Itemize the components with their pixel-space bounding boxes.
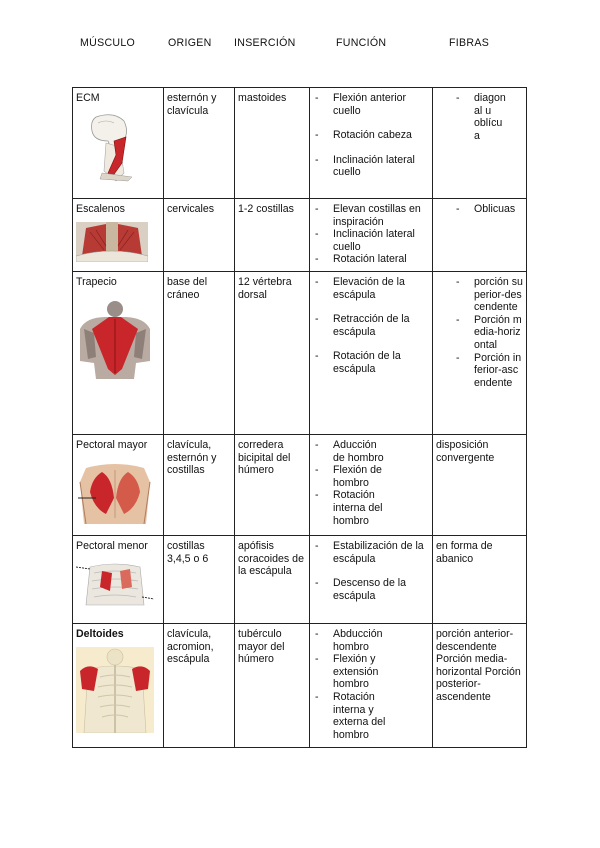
list-item: - Porción inferior-ascendente	[436, 352, 523, 390]
function-cell	[310, 88, 433, 199]
list-item: - Rotación de la escápula	[313, 350, 429, 375]
muscle-table	[72, 87, 527, 748]
table-row	[73, 624, 527, 748]
function-cell	[310, 536, 433, 624]
header-origen: ORIGEN	[168, 37, 212, 49]
function-cell	[310, 199, 433, 272]
header-musculo: MÚSCULO	[80, 37, 136, 49]
list-item: - Porción media-horizontal	[436, 314, 523, 352]
fibers-cell	[433, 88, 527, 199]
table-row	[73, 88, 527, 199]
list-item: - Flexión anterior cuello	[313, 92, 429, 117]
insertion-cell: apófisis coracoides de la escápula	[235, 536, 310, 624]
origin-cell: clavícula, esternón y costillas	[164, 435, 235, 536]
list-item: - Elevan costillas en inspiración	[313, 203, 429, 228]
muscle-cell	[73, 272, 164, 435]
list-item: - Rotación interna y externa del hombro	[313, 691, 389, 741]
fibers-cell	[433, 199, 527, 272]
list-item: - Flexión de hombro	[313, 464, 385, 489]
origin-cell: costillas 3,4,5 o 6	[164, 536, 235, 624]
muscle-cell	[73, 536, 164, 624]
insertion-cell: tubérculo mayor del húmero	[235, 624, 310, 748]
list-item: - Abducción hombro	[313, 628, 389, 653]
function-cell	[310, 272, 433, 435]
list-item: - porción superior-descendente	[436, 276, 523, 314]
muscle-name: Pectoral mayor	[76, 439, 148, 451]
insertion-cell: corredera bicipital del húmero	[235, 435, 310, 536]
scalenes-illustration-icon	[76, 222, 148, 262]
origin-cell: esternón y clavícula	[164, 88, 235, 199]
list-item: - Flexión y extensión hombro	[313, 653, 389, 691]
neck-ecm-illustration-icon	[76, 111, 146, 187]
insertion-cell: mastoides	[235, 88, 310, 199]
insertion-cell: 12 vértebra dorsal	[235, 272, 310, 435]
deltoid-back-illustration-icon	[76, 647, 154, 733]
table-row	[73, 435, 527, 536]
muscle-name: Pectoral menor	[76, 540, 148, 552]
muscle-cell	[73, 199, 164, 272]
insertion-cell: 1-2 costillas	[235, 199, 310, 272]
pectoralis-major-illustration-icon	[76, 458, 154, 524]
table-row	[73, 272, 527, 435]
list-item: - Rotación cabeza	[313, 129, 429, 142]
list-item: - Elevación de la escápula	[313, 276, 429, 301]
list-item: - diagonal u oblícua	[436, 92, 508, 142]
muscle-name: ECM	[76, 92, 100, 104]
list-item: - Inclinación lateral cuello	[313, 154, 429, 179]
muscle-name: Deltoides	[76, 628, 124, 640]
table-row	[73, 536, 527, 624]
list-item: - Descenso de la escápula	[313, 577, 429, 602]
list-item: - Inclinación lateral cuello	[313, 228, 429, 253]
trapezius-back-illustration-icon	[76, 299, 154, 379]
muscle-cell	[73, 88, 164, 199]
fibers-cell: porción anterior-descendente Porción media-horizontal Porción posterior-ascendente	[433, 624, 527, 748]
origin-cell: base del cráneo	[164, 272, 235, 435]
header-funcion: FUNCIÓN	[336, 37, 387, 49]
list-item: - Rotación lateral	[313, 253, 429, 266]
table-row	[73, 199, 527, 272]
fibers-cell	[433, 272, 527, 435]
list-item: - Retracción de la escápula	[313, 313, 429, 338]
list-item: - Aducción de hombro	[313, 439, 385, 464]
muscle-name: Trapecio	[76, 276, 117, 288]
function-cell	[310, 624, 433, 748]
list-item: - Rotación interna del hombro	[313, 489, 385, 527]
header-insercion: INSERCIÓN	[234, 37, 296, 49]
origin-cell: cervicales	[164, 199, 235, 272]
muscle-cell	[73, 435, 164, 536]
fibers-cell: en forma de abanico	[433, 536, 527, 624]
pectoralis-minor-illustration-icon	[76, 559, 154, 609]
list-item: - Oblicuas	[436, 203, 523, 216]
fibers-cell: disposición convergente	[433, 435, 527, 536]
muscle-cell	[73, 624, 164, 748]
list-item: - Estabilización de la escápula	[313, 540, 429, 565]
muscle-name: Escalenos	[76, 203, 125, 215]
origin-cell: clavícula, acromion, escápula	[164, 624, 235, 748]
header-fibras: FIBRAS	[449, 37, 490, 49]
function-cell	[310, 435, 433, 536]
